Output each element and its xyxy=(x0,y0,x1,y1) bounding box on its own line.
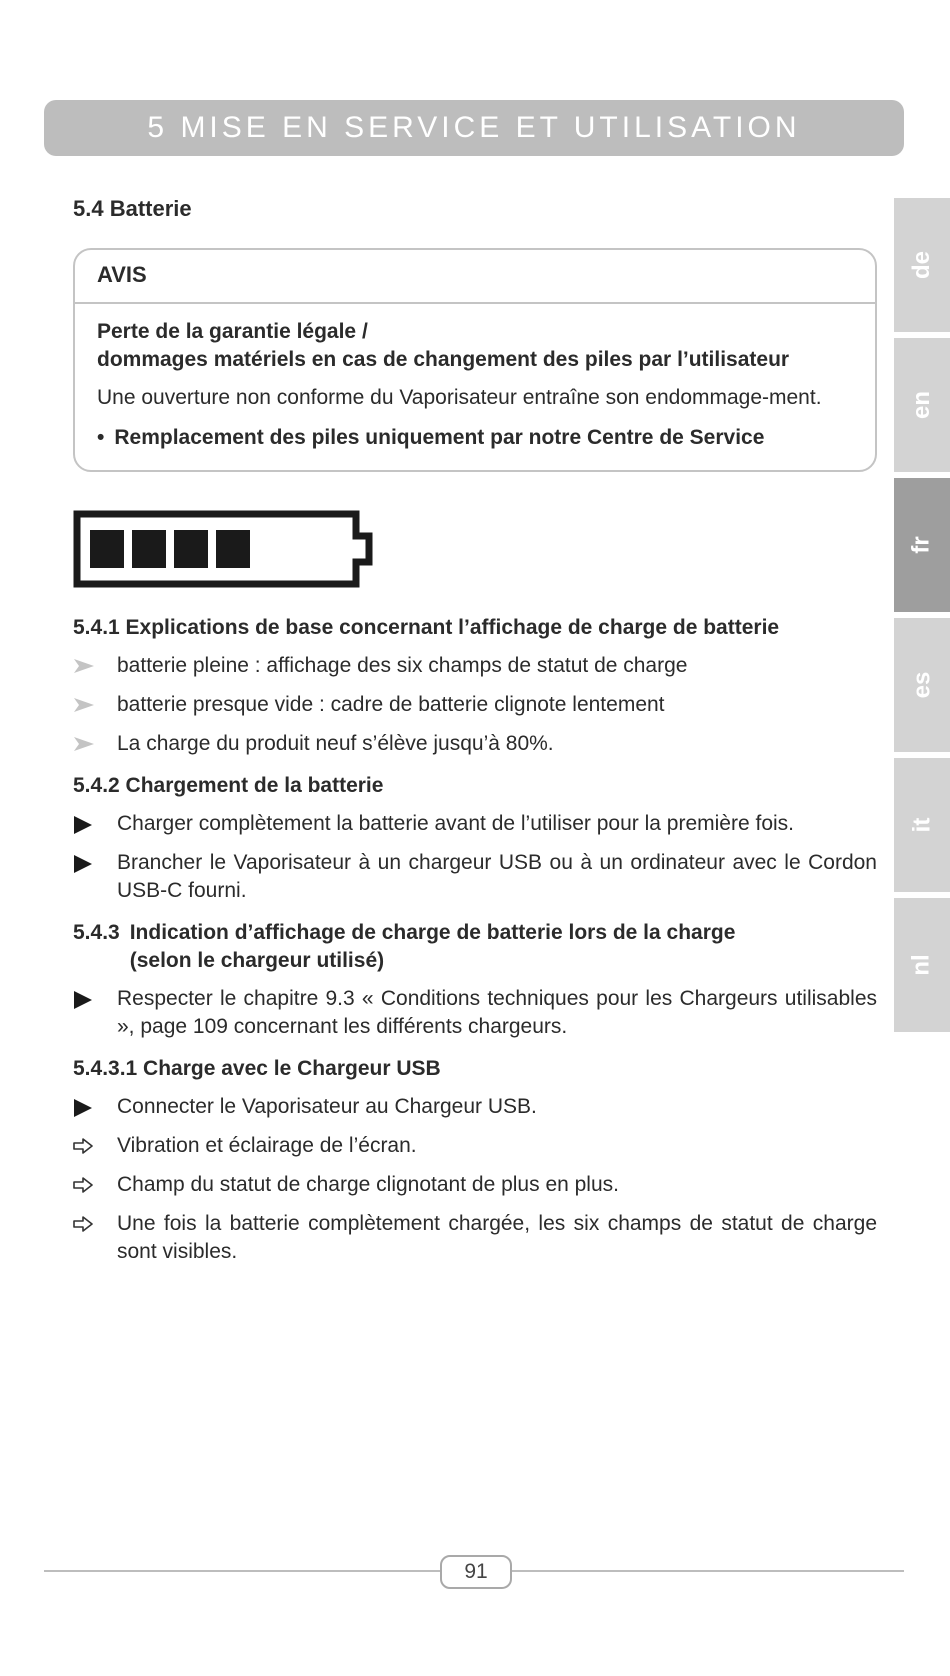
arrowhead-icon xyxy=(73,697,95,713)
battery-segment xyxy=(132,530,166,568)
language-tabs xyxy=(894,198,950,1038)
subsection-heading-542: 5.4.2 Chargement de la batterie xyxy=(73,774,384,797)
result-arrow-icon xyxy=(73,1138,93,1154)
list-item xyxy=(73,1171,877,1199)
subsection-heading-541: 5.4.1 Explications de base concernant l’affichage de charge de batterie xyxy=(73,616,780,639)
subsection-heading-5431: 5.4.3.1 Charge avec le Chargeur USB xyxy=(73,1057,441,1080)
language-tab-label: fr xyxy=(908,536,935,554)
list-item xyxy=(73,1093,877,1121)
list-item-text: Brancher le Vaporisateur à un chargeur USB ou à un ordinateur avec le Cordon USB-C fourni. xyxy=(117,851,877,902)
list-item xyxy=(73,985,877,1041)
section-heading: 5.4 Batterie xyxy=(73,196,192,221)
result-arrow-icon xyxy=(73,1216,93,1232)
list-item xyxy=(73,810,877,838)
battery-segment xyxy=(174,530,208,568)
battery-segment xyxy=(216,530,250,568)
list-item-text: Connecter le Vaporisateur au Chargeur USB. xyxy=(117,1095,537,1118)
language-tab-label: nl xyxy=(907,954,935,976)
list-543 xyxy=(73,985,877,1041)
list-item xyxy=(73,652,877,680)
list-item-text: batterie pleine : affichage des six champs de statut de charge xyxy=(117,654,688,677)
subsection-heading-line1: Indication d’affichage de charge de batterie lors de la charge xyxy=(129,921,736,944)
list-item xyxy=(73,691,877,719)
battery-full-icon xyxy=(73,510,373,588)
list-item-text: Charger complètement la batterie avant de l’utiliser pour la première fois. xyxy=(117,812,794,835)
list-item-text: Une fois la batterie complètement chargée, les six champs de statut de charge sont visibles. xyxy=(117,1212,877,1263)
list-5431 xyxy=(73,1093,877,1266)
list-item xyxy=(73,1132,877,1160)
list-item xyxy=(73,849,877,905)
notice-bullet-text: Remplacement des piles uniquement par notre Centre de Service xyxy=(114,426,765,449)
language-tab-label: en xyxy=(907,390,935,420)
play-triangle-icon xyxy=(73,816,93,834)
list-item-text: Vibration et éclairage de l’écran. xyxy=(117,1134,417,1157)
list-item xyxy=(73,1210,877,1266)
list-item-text: La charge du produit neuf s’élève jusqu’à 80%. xyxy=(117,732,554,755)
notice-label: AVIS xyxy=(75,250,875,304)
language-tab-es[interactable] xyxy=(894,618,950,752)
list-542 xyxy=(73,810,877,905)
chapter-header: 5 MISE EN SERVICE ET UTILISATION xyxy=(44,100,904,156)
page-number: 91 xyxy=(440,1555,512,1589)
notice-title-line2: dommages matériels en cas de changement des piles par l’utilisateur xyxy=(97,348,790,371)
subsection-heading-543 xyxy=(73,919,877,975)
notice-bullet xyxy=(97,424,853,452)
page-content xyxy=(73,196,877,1280)
language-tab-de[interactable] xyxy=(894,198,950,332)
battery-illustration xyxy=(73,510,877,588)
notice-title-line1: Perte de la garantie légale / xyxy=(97,320,368,343)
language-tab-label: de xyxy=(907,250,935,280)
language-tab-en[interactable] xyxy=(894,338,950,472)
language-tab-nl[interactable] xyxy=(894,898,950,1032)
arrowhead-icon xyxy=(73,658,95,674)
language-tab-label: es xyxy=(907,671,935,699)
notice-title xyxy=(97,318,853,374)
subsection-heading-line2: (selon le chargeur utilisé) xyxy=(129,949,385,972)
play-triangle-icon xyxy=(73,855,93,873)
arrowhead-icon xyxy=(73,736,95,752)
play-triangle-icon xyxy=(73,1099,93,1117)
notice-box xyxy=(73,248,877,472)
language-tab-it[interactable] xyxy=(894,758,950,892)
notice-text: Une ouverture non conforme du Vaporisateur entraîne son endommage-ment. xyxy=(97,386,822,409)
battery-segment xyxy=(90,530,124,568)
language-tab-fr[interactable] xyxy=(894,478,950,612)
subsection-number: 5.4.3 xyxy=(73,921,120,944)
list-item-text: batterie presque vide : cadre de batterie clignote lentement xyxy=(117,693,665,716)
list-541 xyxy=(73,652,877,758)
play-triangle-icon xyxy=(73,991,93,1009)
list-item xyxy=(73,730,877,758)
language-tab-label: it xyxy=(907,817,935,833)
bullet-dot-icon: • xyxy=(97,426,105,449)
notice-body xyxy=(75,304,875,470)
list-item-text: Champ du statut de charge clignotant de plus en plus. xyxy=(117,1173,619,1196)
result-arrow-icon xyxy=(73,1177,93,1193)
list-item-text: Respecter le chapitre 9.3 « Conditions techniques pour les Chargeurs utilisables », page 109 concernant les différents chargeurs. xyxy=(117,987,877,1038)
